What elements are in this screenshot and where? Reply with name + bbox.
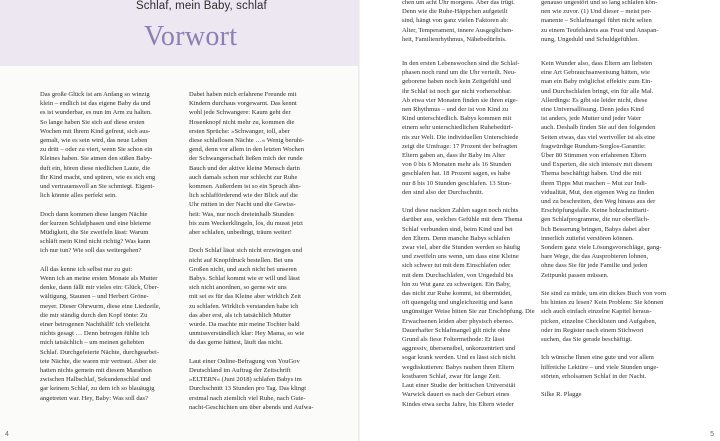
text-line: und zu beschreiten, den Weg hinaus aus der — [541, 198, 656, 206]
text-line: ohne dass Sie für jede Familie und jeden — [541, 262, 648, 270]
text-line: einem sehr unterschiedlichen Ruhebedürf- — [402, 124, 514, 132]
text-line: Dabei haben mich erfahrene Freunde mit — [189, 91, 297, 98]
text-line: lich könnte alles perfekt sein. — [40, 192, 117, 200]
paragraph — [402, 0, 542, 44]
text-line: hilfreiche Lektüre – und viele Stunden unge- — [541, 363, 659, 371]
text-line: Doch dann kommen diese langen Nächte — [40, 210, 148, 218]
text-line: sich auch einfach einzelne Kapitel heraus- — [541, 308, 652, 316]
text-line: oder im Register nach einem Stichwort — [541, 326, 644, 334]
text-line: auch. Deshalb finden Sie auf den folgenden — [541, 124, 656, 132]
text-line: bis hinten zu lesen? Kein Problem: Sie können — [541, 299, 664, 307]
text-line: Müdigkeit, die Sie zweifeln lässt: Warum — [40, 229, 149, 237]
text-line: Deutschland im Auftrag der Zeitschrift — [189, 367, 291, 375]
text-line: gemalt, wie es sein wird, das neue Leben — [40, 137, 148, 145]
text-line: ihren Tipps Mut machen – Mut zur Indi- — [541, 179, 648, 187]
right-column-2-top — [541, 0, 681, 44]
text-line: Schlaf verbunden sind, beim Kind und bei — [402, 225, 513, 233]
text-line: und Durchschlafen bringt, ein für alle Mal. — [541, 87, 654, 95]
text-line: Grund als fiese Foltermethode: Er lässt — [402, 336, 505, 344]
text-line: Zeitpunkt passen müssen. — [541, 271, 609, 279]
text-line: Allerdings: Es gibt sie leider nicht, diese — [541, 96, 648, 104]
text-line: Wochen mit Ihrem Kind gefreut, sich aus- — [40, 127, 151, 135]
text-line: die mir ständig durch den Kopf tönte: Zu — [40, 311, 148, 319]
text-line: hatten nichts gemein mit diesem Marathon — [40, 367, 152, 375]
text-line: heit: Was, nur noch dreieinhalb Stunden — [189, 210, 294, 218]
text-line: Sie sind zu müde, um ein dickes Buch von vorn — [541, 290, 667, 298]
text-line: picken, einzelne Checklisten und Aufgaben, — [541, 317, 657, 325]
text-line: mit dem Durchschlafen, von Ungeduld bis — [402, 271, 514, 279]
text-line: Warwick dauert es nach der Geburt eines — [402, 391, 510, 399]
text-line: diese schlaflosen Nächte …« Wenig beruhi- — [189, 137, 305, 145]
text-line: nen wie zuvor. (1) Und dieser – meist per- — [541, 8, 652, 16]
text-line: eine Universallösung. Denn jedes Kind — [541, 106, 644, 114]
text-line: ich nur tun? Wie soll das weitergehen? — [40, 247, 142, 255]
text-line: man ein Baby möglichst effektiv zum Ein- — [541, 78, 653, 86]
text-line: den sind also der Durchschnitt. — [402, 188, 484, 196]
text-line: Uhr mitten in der Nacht und die Gewiss- — [189, 201, 296, 209]
text-line: geschlafen hat. 18 Prozent sagen, es habe — [402, 170, 511, 178]
text-line: Laut einer Studie der britischen Universität — [402, 382, 516, 390]
text-line: aber schlafen, unbedingt, träum weiter! — [189, 229, 292, 237]
paragraph — [40, 210, 180, 256]
text-line: nacht-Geschichten um über abends und Aufwa- — [189, 403, 314, 411]
left-column-1 — [40, 90, 180, 403]
text-line: Ab etwa vier Monaten finden sie ihren eige- — [402, 96, 518, 104]
text-line: geborene haben noch kein Zeitgefühl und — [402, 78, 511, 86]
text-line: und vertrauensvoll an Sie schmiegt. Eigent- — [40, 183, 155, 191]
text-line: zu einem Teufelskreis aus Frust und Anspan- — [541, 26, 659, 34]
text-line: oft quengelig und ungleichzeitig und kann — [402, 299, 513, 307]
text-line: Und diese nackten Zahlen sagen noch nichts — [402, 207, 519, 215]
text-line: wegdiskutieren: Babys rauben ihren Eltern — [402, 363, 514, 371]
paragraph — [40, 265, 180, 403]
text-line: bare Wege, die das Ausprobieren lohnen, — [541, 253, 649, 261]
paragraph — [189, 90, 331, 237]
text-line: aggressiv, übersensibel, unkonzentriert und — [402, 345, 516, 353]
text-line: Kindern durchaus vorgewarnt. Das kennt — [189, 100, 297, 108]
text-line: den Eltern. Denn manche Babys schlafen — [402, 234, 510, 242]
text-line: eine Art Gebrauchsanweisung hätten, wie — [541, 69, 650, 77]
text-line: und Experten, die sich intensiv mit diesem — [541, 161, 653, 169]
text-line: Kindes etwa sechs Jahre, bis Eltern wieder — [402, 400, 514, 408]
text-line: das nicht zur Ruhe kommt, ist übermüdet, — [402, 290, 512, 298]
paragraph — [40, 90, 180, 200]
paragraph — [402, 206, 542, 408]
page-number-right: 5 — [710, 431, 714, 438]
text-line: sich nicht anordnen, so gerne wir uns — [189, 284, 287, 292]
text-line: unmissverständlich klar: Hey Mama, so wie — [189, 330, 305, 338]
text-line: Dauerhafter Schlafmangel gilt nicht ohne — [402, 326, 511, 334]
left-column-2 — [189, 90, 331, 412]
text-line: duft ein, hören diese niedlichen Laute, die — [40, 164, 151, 172]
text-line: klein – endlich ist das eigene Baby da und — [40, 100, 151, 108]
text-line: Laut einer Online-Befragung von YouGov — [189, 357, 300, 365]
text-line: und zweifeln uns wenn, um dass eine Kleine — [402, 253, 519, 261]
paragraph — [189, 357, 331, 412]
text-line: wohl jede Schwangere: Kaum geht der — [189, 109, 291, 117]
text-line: nicht auf Knopfdruck bestellen. Bei uns — [189, 256, 294, 264]
paragraph — [189, 246, 331, 347]
text-line: lich schlafförderend wie der Blick auf die — [189, 192, 298, 200]
text-line: von 0 bis 6 Monaten mehr als 16 Stunden — [402, 161, 512, 169]
right-column-1-top — [402, 0, 542, 44]
text-line: du das gerne hättest, läuft das nicht. — [189, 339, 283, 347]
text-line: So lange haben Sie sich auf diese ersten — [40, 118, 145, 126]
text-line: denke, dann fällt mir vieles ein: Glück, Über- — [40, 284, 159, 292]
text-line: Silke R. Plagge — [541, 391, 582, 399]
text-line: Thema beschäftigt haben. Und die mit — [541, 170, 642, 178]
text-line: Das große Glück ist am Anfang so winzig — [40, 91, 150, 98]
text-line: der Schwangerschaft ließen mich der runde — [189, 155, 303, 163]
text-line: Durchschnitt 13 Stunden pro Tag. Das klingt — [189, 385, 307, 393]
right-page — [360, 0, 720, 441]
text-line: nis zur Welt. Die individuellen Unterschiede — [402, 133, 519, 141]
text-line: gend, denn vor allem in den letzten Wochen — [189, 146, 304, 154]
text-line: sich schwer tut mit dem Einschlafen oder — [402, 262, 511, 270]
text-line: Doch Schlaf lässt sich nicht erzwingen und — [189, 247, 303, 255]
text-line: phasen noch rund um die Uhr verteilt. Neu- — [402, 69, 517, 77]
text-line: Eltern gaben an, dass ihr Baby im Alter — [402, 152, 506, 160]
text-line: angetreten war. Hey, Baby: Was soll das? — [40, 394, 149, 402]
text-line: ungünstiger Weise bitten Sie zur Erschöpfung. Die — [402, 308, 535, 316]
text-line: Bauch und der aktive kleine Mensch darin — [189, 164, 300, 172]
text-line: auch damals schon nur schlecht zur Ruhe — [189, 173, 298, 181]
text-line: ist anders, jede Mutter und jeder Vater — [541, 115, 642, 123]
text-line: manente – Schlafmangel führt nicht selten — [541, 17, 652, 25]
text-line: mit sei es für das Kleine aber wirklich Zeit — [189, 293, 301, 301]
text-line: einer betrogenen Nachthälft' ich vielleicht — [40, 321, 150, 329]
text-line: es ist wunderbar, es nun im Arm zu halten. — [40, 109, 152, 117]
text-line: zu schlafen. Wirklich verstanden habe ich — [189, 302, 299, 310]
right-column-2 — [541, 59, 683, 399]
text-line: »ELTERN« (Juni 2018) schlafen Babys im — [189, 376, 302, 384]
text-line: Schlaf. Durchgefeierte Nächte, durchgearbei- — [40, 348, 160, 356]
text-line: Ihr Kind macht, und spüren, wie es sich eng — [40, 173, 156, 181]
paragraph — [541, 0, 681, 44]
text-line: kostbaren Schlaf, zwar für lange Zeit. — [402, 372, 501, 380]
text-line: wurde. Da machte mir meine Tochter bald — [189, 321, 300, 329]
text-line: zeigt die Umfrage: 17 Prozent der befragten — [402, 142, 518, 150]
text-line: schläft mein Kind nicht richtig? Was kann — [40, 238, 151, 246]
text-line: störten, erholsamen Schlaf in der Nacht. — [541, 372, 647, 380]
text-line: Kind unterschiedlich. Babys kommen mit — [402, 115, 512, 123]
text-line: zwar viel, aber die Stunden werden so häufig — [402, 244, 521, 252]
paragraph — [402, 59, 542, 197]
text-line: sogar krank werden. Und es lässt sich nicht — [402, 354, 516, 362]
text-line: Über 80 Stimmen von erfahrenen Eltern — [541, 152, 647, 160]
text-line: Großen nicht, und auch nicht bei unseren — [189, 265, 297, 273]
text-line: zu dritt – oder zu viert, wenn Sie schon ein — [40, 146, 153, 154]
text-line: Erwachsenen leiden aber physisch ebenso. — [402, 317, 514, 325]
text-line: chen um acht Uhr morgens. Aber das trügt. — [402, 0, 515, 6]
text-line: vidualität, Mut, den eigenen Weg zu finden — [541, 188, 655, 196]
text-line: Kein Wunder also, dass Eltern am liebsten — [541, 60, 653, 67]
text-line: der kurzen Schlafphasen und eine bleierne — [40, 219, 152, 227]
text-line: nen Rhythmus – und der ist von Kind zu — [402, 106, 509, 114]
chapter-heading: Vorwort — [144, 21, 238, 52]
text-line: hin zu Wut ganz zu schweigen. Ein Baby, — [402, 280, 511, 288]
text-line: ersten Sprüche: »Schwanger, toll, aber — [189, 127, 290, 135]
text-line: sind, hängt von ganz vielen Faktoren ab: — [402, 17, 509, 25]
running-title: Schlaf, mein Baby, schlaf — [136, 0, 267, 12]
paragraph — [541, 289, 683, 344]
text-line: nichts gesagt … Denn betrogen fühlte ich — [40, 330, 150, 338]
text-line: suchen, das Sie gerade beschäftigt. — [541, 336, 633, 344]
text-line: Ich wünsche Ihnen eine gute und vor allem — [541, 354, 654, 362]
text-line: bis zum Weckerklingeln, los, du musst jetzt — [189, 219, 303, 227]
paragraph — [541, 353, 683, 381]
text-line: Sondern ganz viele Lösungsvorschläge, gang- — [541, 244, 662, 252]
text-line: Babys. Schlaf kommt wie er will und lässt — [189, 275, 300, 283]
text-line: Erschöpfungsfalle. Keine holzschnittarti- — [541, 207, 649, 215]
text-line: das aber erst, als ich tatsächlich Mutter — [189, 311, 291, 319]
text-line: gar keinem Schlaf, zu dem ich so blauäugig — [40, 385, 155, 393]
text-line: erstmal nach ziemlich viel Ruhe, nach Gute- — [189, 394, 306, 402]
text-line: zwischen Halbschlaf, Sekundenschlaf und — [40, 376, 151, 384]
text-line: Wenn ich an meine ersten Monate als Mutter — [40, 275, 158, 283]
text-line: tete Nächte, die waren mir vertraut. Aber sie — [40, 357, 157, 365]
text-line: meyer. Dieser Ohrwurm, diese eine Liedzeile, — [40, 302, 161, 310]
text-line: In den ersten Lebenswochen sind die Schlaf- — [402, 60, 520, 67]
text-line: genauso ungestört und so lang schlafen kön- — [541, 0, 658, 6]
text-line: Kleines haben. Sie atmen den süßen Baby- — [40, 155, 153, 163]
text-line: Hosenknopf nicht mehr zu, kommen die — [189, 118, 295, 126]
text-line: heit, Familienrhythmus, Nähebedürfnis. — [402, 35, 507, 43]
right-column-1 — [402, 59, 542, 409]
text-line: ihr Schlaf ist noch gar nicht vorhersehbar. — [402, 87, 512, 95]
text-line: wältigung, Staunen – und Herbert Gröne- — [40, 293, 149, 301]
text-line: fragwürdige Rundum-Sorglos-Garantie: — [541, 142, 646, 150]
text-line: lich Besserung bringen, Babys dabei aber — [541, 225, 650, 233]
text-line: gen Schlafprogramme, die nur oberfläch- — [541, 216, 650, 224]
paragraph — [541, 59, 683, 280]
text-line: kommen. Außerdem ist so ein Spruch ähn- — [189, 183, 301, 191]
text-line: nung, Ungeduld und Schuldgefühlen. — [541, 35, 640, 43]
text-line: mich tatsächlich – um meinen geliebten — [40, 339, 145, 347]
page-number-left: 4 — [5, 431, 9, 438]
text-line: darüber aus, welches Gefühle mit dem Thema — [402, 216, 523, 224]
text-line: Alter, Temperament, innere Ausgeglichen- — [402, 26, 514, 34]
text-line: nur 8 bis 10 Stunden geschlafen. 13 Stun- — [402, 179, 512, 187]
text-line: Seiten etwas, das viel wertvoller ist als eine — [541, 133, 656, 141]
paragraph — [541, 390, 683, 399]
text-line: Denn wie die Ruhe-Häppchen aufgeteilt — [402, 8, 508, 16]
text-line: innerlich zutiefst verstören können. — [541, 234, 634, 242]
text-line: All das kenne ich selbst nur zu gut: — [40, 265, 133, 273]
